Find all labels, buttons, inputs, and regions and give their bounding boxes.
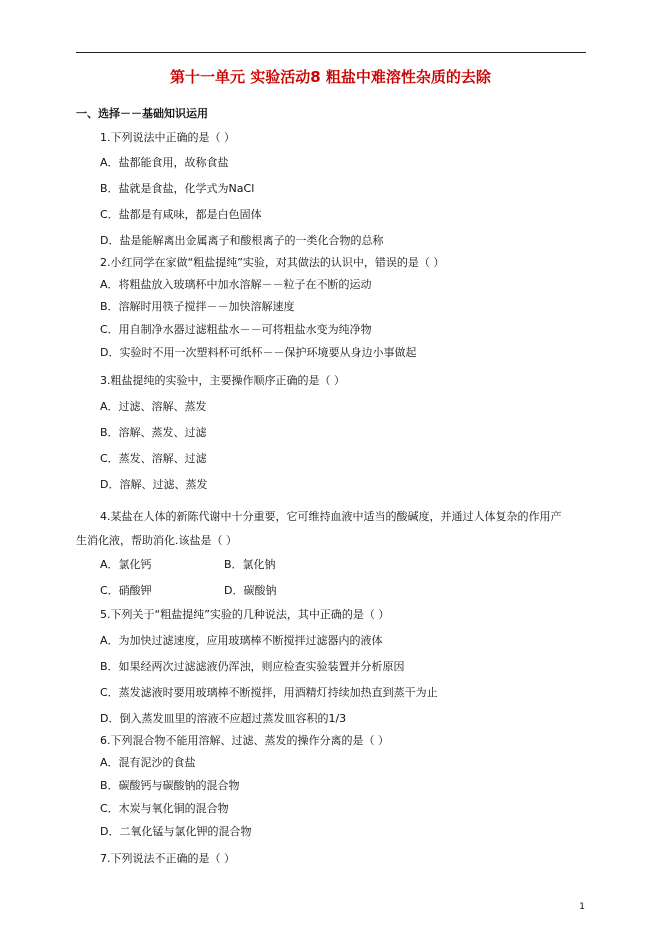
question-5-option-b: B．如果经两次过滤滤液仍浑浊，则应检查实验装置并分析原因 xyxy=(100,660,405,673)
question-1-stem: 1.下列说法中正确的是（ ） xyxy=(100,131,235,144)
question-2-option-c: C．用自制净水器过滤粗盐水－－可将粗盐水变为纯净物 xyxy=(100,323,372,336)
question-4-option-d: D．碳酸钠 xyxy=(224,584,277,597)
question-3-option-c: C．蒸发、溶解、过滤 xyxy=(100,452,207,465)
question-2-option-a: A．将粗盐放入玻璃杯中加水溶解－－粒子在不断的运动 xyxy=(100,278,372,291)
question-3-option-d: D．溶解、过滤、蒸发 xyxy=(100,478,208,491)
question-5-option-d: D．倒入蒸发皿里的溶液不应超过蒸发皿容积的1/3 xyxy=(100,712,347,725)
question-4-stem-line-1: 4.某盐在人体的新陈代谢中十分重要，它可维持血液中适当的酸碱度，并通过人体复杂的作用产 xyxy=(100,510,562,523)
question-3-stem: 3.粗盐提纯的实验中，主要操作顺序正确的是（ ） xyxy=(100,374,345,387)
question-2-option-d: D．实验时不用一次塑料杯可纸杯－－保护环境要从身边小事做起 xyxy=(100,346,417,359)
question-2-option-b: B．溶解时用筷子搅拌－－加快溶解速度 xyxy=(100,300,295,313)
question-4-option-b: B．氯化钠 xyxy=(224,558,276,571)
question-1-option-b: B．盐就是食盐，化学式为NaCl xyxy=(100,182,255,195)
question-6-option-a: A．混有泥沙的食盐 xyxy=(100,756,196,769)
question-1-option-c: C．盐都是有咸味，都是白色固体 xyxy=(100,208,262,221)
question-4-stem xyxy=(76,505,598,553)
question-1-option-d: D．盐是能解离出金属离子和酸根离子的一类化合物的总称 xyxy=(100,234,384,247)
question-4-options-row-2 xyxy=(100,582,277,598)
question-7-stem: 7.下列说法不正确的是（ ） xyxy=(100,852,235,865)
section-heading: 一、选择－－基础知识运用 xyxy=(76,107,208,120)
question-1-option-a: A．盐都能食用，故称食盐 xyxy=(100,156,229,169)
question-6-stem: 6.下列混合物不能用溶解、过滤、蒸发的操作分离的是（ ） xyxy=(100,734,389,747)
question-2-stem: 2.小红同学在家做“粗盐提纯”实验，对其做法的认识中，错误的是（ ） xyxy=(100,256,445,269)
header-rule xyxy=(76,52,586,53)
question-5-stem: 5.下列关于“粗盐提纯”实验的几种说法，其中正确的是（ ） xyxy=(100,608,390,621)
question-3-option-b: B．溶解、蒸发、过滤 xyxy=(100,426,207,439)
question-6-option-d: D．二氧化锰与氯化钾的混合物 xyxy=(100,825,252,838)
question-4-option-c: C．硝酸钾 xyxy=(100,584,152,597)
question-5-option-c: C．蒸发滤液时要用玻璃棒不断搅拌，用酒精灯持续加热直到蒸干为止 xyxy=(100,686,438,699)
question-4-stem-line-2: 生消化液，帮助消化.该盐是（ ） xyxy=(76,534,237,547)
document-title: 第十一单元 实验活动8 粗盐中难溶性杂质的去除 xyxy=(170,68,491,86)
page-number: 1 xyxy=(579,902,585,912)
question-4-option-a: A．氯化钙 xyxy=(100,558,152,571)
question-4-options-row-1 xyxy=(100,556,276,572)
question-6-option-c: C．木炭与氧化铜的混合物 xyxy=(100,802,229,815)
question-6-option-b: B．碳酸钙与碳酸钠的混合物 xyxy=(100,779,240,792)
question-3-option-a: A．过滤、溶解、蒸发 xyxy=(100,400,207,413)
question-5-option-a: A．为加快过滤速度，应用玻璃棒不断搅拌过滤器内的液体 xyxy=(100,634,383,647)
